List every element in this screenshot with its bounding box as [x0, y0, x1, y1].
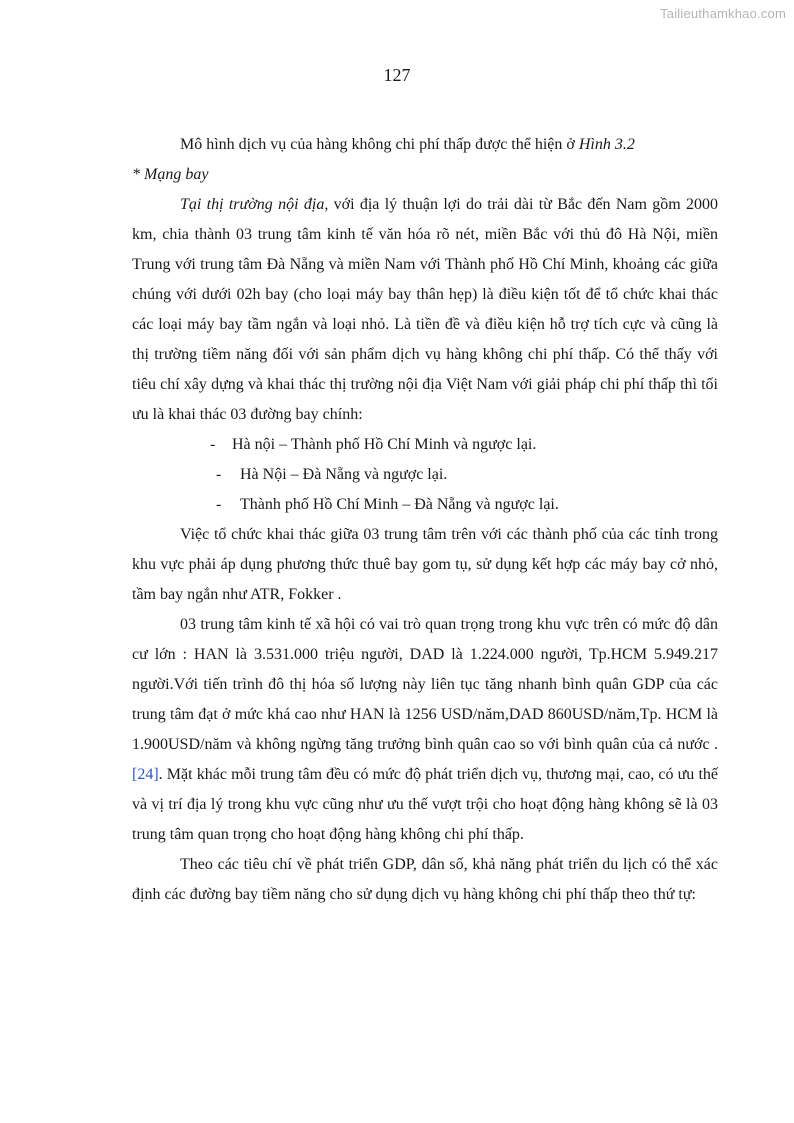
- paragraph-operations: Việc tổ chức khai thác giữa 03 trung tâm trên với các thành phố của các tỉnh trong khu vực phải áp dụng phương thức thuê bay gom tụ, sử dụng kết hợp các máy bay cở nhỏ, tầm bay ngắn như ATR, Fokker .: [132, 526, 718, 603]
- intro-paragraph: [132, 130, 718, 160]
- paragraph-criteria: Theo các tiêu chí về phát triển GDP, dân số, khả năng phát triển du lịch có thể xác định các đường bay tiềm năng cho sử dụng dịch vụ hàng không chi phí thấp theo thứ tự:: [132, 856, 718, 903]
- route-item: [132, 490, 718, 520]
- route-list: [132, 430, 718, 520]
- route-text: Hà Nội – Đà Nẵng và ngược lại.: [240, 466, 448, 483]
- section-heading-text: * Mạng bay: [132, 166, 209, 183]
- page-number: 127: [383, 65, 411, 85]
- paragraph-economic-text: 03 trung tâm kinh tế xã hội có vai trò quan trọng trong khu vực trên có mức độ dân cư lớn : HAN là 3.531.000 triệu người, DAD là 1.224.000 người, Tp.HCM 5.949.217 người.Với tiến trình đô thị hóa số lượng này liên tục tăng nhanh bình quân GDP của các trung tâm đạt ở mức khá cao như HAN là 1256 USD/năm,DAD 860USD/năm,Tp. HCM là 1.900USD/năm và không ngừng tăng trưởng bình quân cao so với bình quân của cả nước .: [132, 616, 718, 753]
- route-item: [132, 430, 718, 460]
- document-body: [132, 130, 718, 910]
- paragraph-domestic-market: [132, 190, 718, 430]
- figure-reference: Hình 3.2: [578, 136, 635, 153]
- dash-bullet: -: [216, 496, 222, 513]
- section-heading: [132, 160, 718, 190]
- paragraph-economic-text-cont: . Mặt khác mỗi trung tâm đều có mức độ phát triển dịch vụ, thương mại, cao, có ưu thế và vị trí địa lý trong khu vực cũng như ưu thế vượt trội cho hoạt động hàng không sẽ là 03 trung tâm quan trọng cho hoạt động hàng không chi phí thấp.: [132, 766, 718, 843]
- watermark: Tailieuthamkhao.com: [660, 6, 786, 21]
- route-text: Thành phố Hồ Chí Minh – Đà Nẵng và ngược lại.: [240, 496, 559, 513]
- intro-text: Mô hình dịch vụ của hàng không chi phí thấp được thể hiện ở: [180, 136, 579, 153]
- paragraph-domestic-text: với địa lý thuận lợi do trải dài từ Bắc đến Nam gồm 2000 km, chia thành 03 trung tâm kinh tế văn hóa rõ nét, miền Bắc với thủ đô Hà Nội, miền Trung với trung tâm Đà Nẵng và miền Nam với Thành phố Hồ Chí Minh, khoảng các giữa chúng với dưới 02h bay (cho loại máy bay thân hẹp) là điều kiện tốt để tổ chức khai thác các loại máy bay tầm ngắn và loại nhỏ. Là tiền đề và điều kiện hỗ trợ tích cực và cũng là thị trường tiềm năng đối với sản phẩm dịch vụ hàng không chi phí thấp. Có thể thấy với tiêu chí xây dựng và khai thác thị trường nội địa Việt Nam với giải pháp chi phí thấp thì tối ưu là khai thác 03 đường bay chính:: [132, 196, 718, 423]
- route-text: Hà nội – Thành phố Hồ Chí Minh và ngược lại.: [232, 436, 537, 453]
- paragraph-lead-italic: Tại thị trường nội địa,: [180, 196, 329, 213]
- dash-bullet: -: [210, 436, 216, 453]
- route-item: [132, 460, 718, 490]
- dash-bullet: -: [216, 466, 222, 483]
- citation-link[interactable]: [24]: [132, 766, 159, 783]
- paragraph-economic-centers: [132, 610, 718, 850]
